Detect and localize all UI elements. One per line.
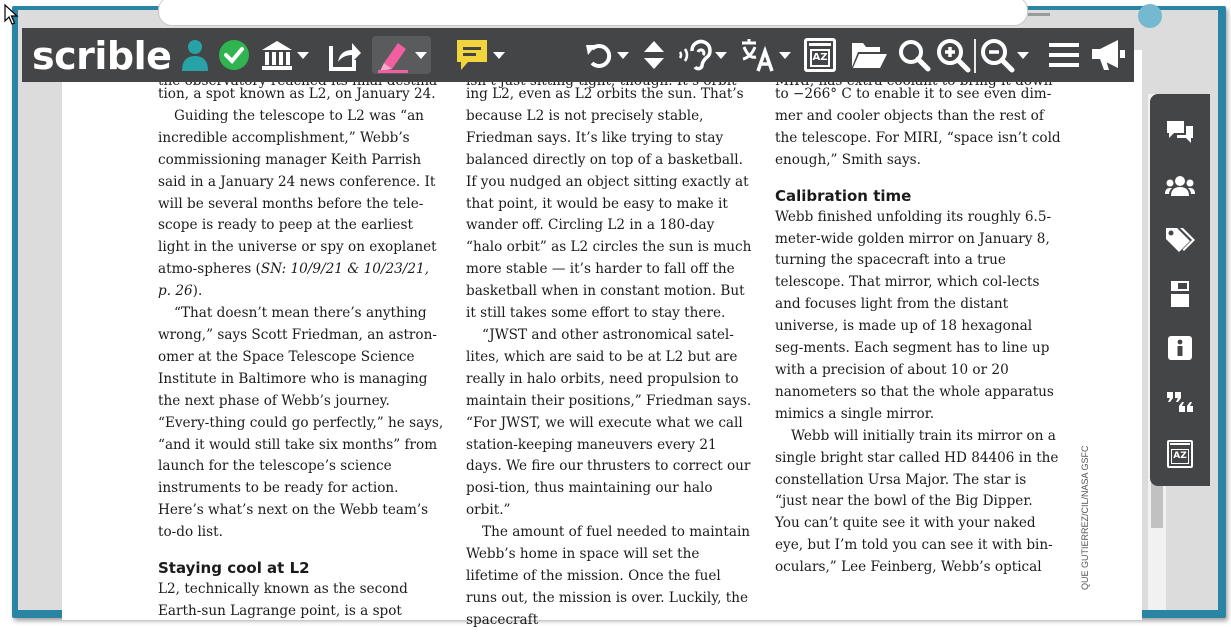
col2-para-1: ing L2, even as L2 orbits the sun. That’s because L2 is not precisely stable, Friedman says. It’s like trying to stay balanced directly on top of a basketball. If you nudged an object sitting exactly at that point, it would be easy to make it wander off. Circling L2 in a 180-day “halo orbit” as L2 circles the sun is much more stable — it’s harder to fall off the basketball when in constant motion. But it still takes some effort to stay there. — [466, 86, 752, 322]
info-icon — [1167, 335, 1193, 361]
profile-avatar[interactable] — [1138, 4, 1162, 28]
user-button[interactable] — [180, 36, 210, 74]
library-icon — [260, 38, 294, 72]
col1-para-1: tion, a spot known as L2, on January 24. — [158, 86, 436, 102]
search-button[interactable] — [898, 36, 930, 74]
address-bar[interactable] — [158, 0, 1028, 26]
menu-button[interactable] — [1048, 36, 1080, 74]
scrible-toolbar — [22, 28, 1134, 82]
translate-dropdown[interactable] — [740, 36, 791, 74]
hamburger-menu-icon — [1048, 40, 1080, 70]
col3-para-3: Webb will initially train its mirror on a single bright star called HD 84406 in the constellation Ursa Major. The star is “just near the bowl of the Big Dipper. You can’t quite see it with your naked eye, but I’m told you can see it with bin-oculars,” Lee Feinberg, Webb’s optical — [775, 427, 1059, 576]
highlighter-dropdown[interactable] — [372, 36, 431, 74]
col3-para-1: to −266° C to enable it to see even dim-mer and cooler objects than the rest of the telescope. For MIRI, “space isn’t cold enough,” Smith says. — [775, 86, 1061, 168]
translate-icon — [740, 37, 776, 73]
quote-icon — [1165, 388, 1195, 416]
undo-dropdown[interactable] — [584, 36, 629, 74]
zoom-in-button[interactable] — [936, 36, 970, 74]
chevron-down-icon — [493, 52, 505, 59]
col1-para-2-ref: SN: 10/9/21 & 10/23/21, p. 26 — [158, 261, 430, 300]
toolbar-separator — [974, 39, 976, 73]
col1-para-2-text: Guiding the telescope to L2 was “an incredible accomplishment,” Webb’s commissioning manager Keith Parrish said in a January 24 news conference. It will be several months before the tele-scope is ready to peep at the earliest light in the universe or spy on exoplanet atmo-spheres ( — [158, 107, 437, 278]
zoom-out-icon — [980, 38, 1014, 72]
scrible-sidebar — [1150, 94, 1210, 486]
document-button[interactable] — [1164, 278, 1196, 310]
citation-button[interactable] — [1164, 386, 1196, 418]
col3-para-2: Webb finished unfolding its roughly 6.5-meter-wide golden mirror on January 8, turning the spacecraft into a true telescope. That mirror, which col-lects and focuses light from the distant universe, is made up of 18 hexagonal seg-ments. Each segment has to line up with a precision of about 10 or 20 nanometers so that the whole apparatus mimics a single mirror. — [775, 208, 1054, 422]
mouse-cursor-icon — [4, 4, 20, 26]
highlighter-icon — [376, 37, 412, 73]
col3-heading-calibration: Calibration time — [775, 186, 912, 205]
comments-button[interactable] — [1164, 116, 1196, 148]
chevron-down-icon — [415, 52, 427, 59]
article-column-2 — [466, 86, 752, 632]
comments-icon — [1166, 119, 1194, 145]
person-icon — [180, 38, 210, 72]
browser-viewport — [18, 10, 1218, 628]
col1-para-2 — [158, 106, 444, 303]
check-circle-icon — [218, 39, 250, 71]
ear-icon — [678, 38, 712, 72]
folder-open-icon — [850, 39, 888, 71]
undo-icon — [584, 40, 614, 70]
col1-para-4: L2, technically known as the second Earth-sun Lagrange point, is a spot — [158, 581, 408, 619]
photo-credit: QUE GUTIERREZ/CIL/NASA GSFC — [1080, 445, 1090, 590]
reader-view-button[interactable] — [1164, 438, 1196, 470]
col2-para-2: “JWST and other astronomical satel-lites, which are said to be at L2 but are really in halo orbits, need propulsion to maintain their positions,” Friedman says. “For JWST, we will execute what we call station-keeping maneuvers every 21 days. We fire our thrusters to correct our posi-tion, thus maintaining our halo orbit.” — [466, 326, 752, 519]
navigate-up-down-button[interactable] — [642, 36, 666, 74]
chevron-down-icon — [297, 52, 309, 59]
article-page — [62, 50, 1142, 628]
up-down-arrows-icon — [642, 38, 666, 72]
open-folder-button[interactable] — [850, 36, 888, 74]
collaborators-button[interactable] — [1164, 170, 1196, 202]
scrible-logo: scrible — [32, 34, 172, 78]
sticky-note-dropdown[interactable] — [454, 36, 505, 74]
library-dropdown[interactable] — [260, 36, 309, 74]
megaphone-icon — [1090, 38, 1126, 72]
col2-para-3: The amount of fuel needed to maintain Webb’s home in space will set the lifetime of the mission. Once the fuel runs out, the mission is over. Luckily, the spacecraft — [466, 524, 751, 628]
window-frame — [12, 6, 1226, 628]
zoom-out-dropdown[interactable] — [980, 36, 1029, 74]
reader-mode-button[interactable] — [804, 36, 836, 74]
saved-status-button[interactable] — [218, 36, 250, 74]
chevron-down-icon — [715, 52, 727, 59]
zoom-in-icon — [936, 38, 970, 72]
chevron-down-icon — [779, 52, 791, 59]
reader-view-label: AZ — [1171, 449, 1189, 464]
article-column-3 — [775, 86, 1061, 579]
chevron-down-icon — [617, 52, 629, 59]
share-icon — [328, 38, 362, 72]
col1-heading-staying-cool: Staying cool at L2 — [158, 559, 310, 578]
col1-para-3: “That doesn’t mean there’s anything wrong,” says Scott Friedman, an astron-omer at the Space Telescope Science Institute in Baltimore who is managing the next phase of Webb’s journey. “Every-thing could go perfectly,” he says, “and it would still take six months” from launch for the telescope’s science instruments to be ready for action. Here’s what’s next on the Webb team’s to-do list. — [158, 305, 444, 541]
announcements-button[interactable] — [1090, 36, 1126, 74]
document-icon — [1169, 279, 1191, 309]
tags-icon — [1165, 226, 1195, 254]
text-to-speech-dropdown[interactable] — [678, 36, 727, 74]
article-column-1 — [158, 86, 444, 623]
address-bar-marker — [1028, 13, 1050, 16]
tags-button[interactable] — [1164, 224, 1196, 256]
search-icon — [898, 39, 930, 71]
col1-para-2-end: ). — [192, 283, 203, 300]
sticky-note-icon — [454, 37, 490, 73]
chevron-down-icon — [1017, 52, 1029, 59]
share-button[interactable] — [328, 36, 362, 74]
reader-icon-label: AZ — [810, 49, 830, 67]
info-button[interactable] — [1164, 332, 1196, 364]
reader-view-icon — [1167, 440, 1193, 468]
reader-icon — [804, 38, 836, 72]
users-icon — [1165, 174, 1195, 198]
